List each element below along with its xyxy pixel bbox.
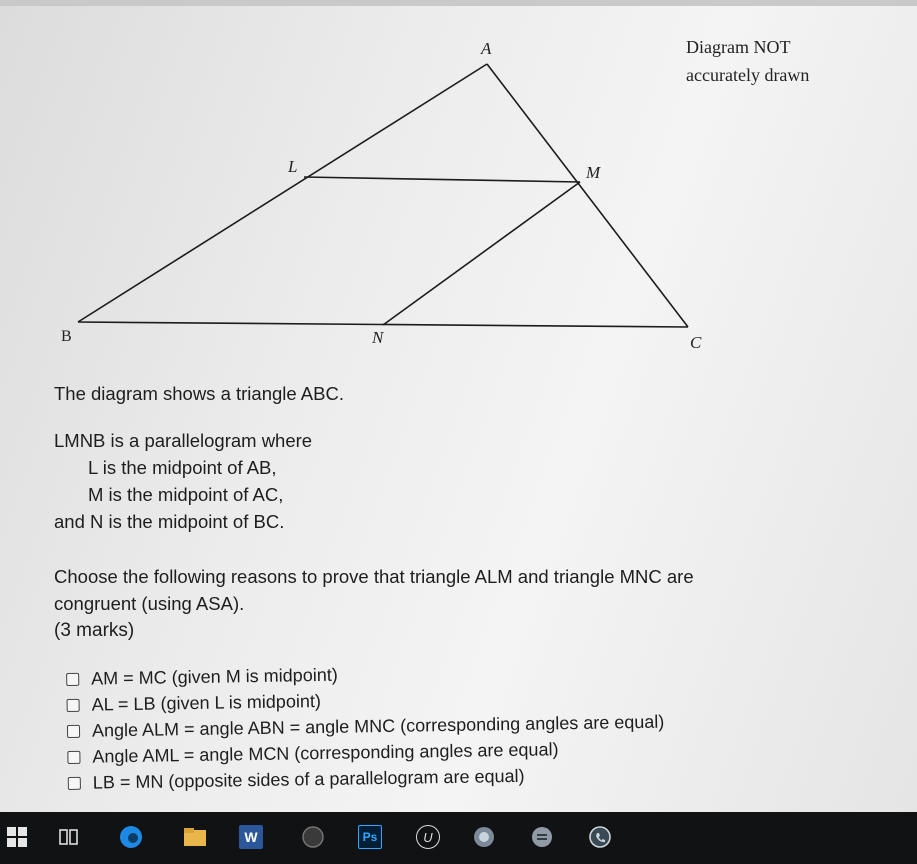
marks-label: (3 marks) xyxy=(54,620,135,641)
para-line-3: M is the midpoint of AC, xyxy=(88,484,284,505)
option-label: LB = MN (opposite sides of a parallelogram are equal) xyxy=(92,765,525,793)
photoshop-icon xyxy=(358,825,382,849)
reason-options xyxy=(66,653,876,796)
para-line-2: L is the midpoint of AB, xyxy=(88,457,277,478)
windows-icon xyxy=(7,827,27,847)
option-checkbox[interactable] xyxy=(68,776,81,789)
taskbar-chat[interactable] xyxy=(527,822,557,852)
task-view-icon xyxy=(57,826,79,848)
folder-icon xyxy=(182,826,208,848)
u-app-icon xyxy=(416,825,440,849)
taskbar-edge[interactable] xyxy=(116,822,146,852)
side-ab xyxy=(78,64,487,322)
photoshop-icon-label: Ps xyxy=(362,830,378,844)
prompt-line-1: Choose the following reasons to prove that triangle ALM and triangle MNC are xyxy=(54,566,694,587)
chat-icon xyxy=(530,825,554,849)
label-a: A xyxy=(481,39,492,58)
taskbar-phone-app[interactable] xyxy=(585,822,615,852)
diagram-note xyxy=(686,33,809,89)
option-checkbox[interactable] xyxy=(66,672,79,685)
option-checkbox[interactable] xyxy=(67,724,80,737)
task-view-button[interactable] xyxy=(53,822,83,852)
label-m: M xyxy=(586,163,601,182)
question-prompt xyxy=(54,563,874,617)
question-body xyxy=(54,380,874,796)
app-circle-icon xyxy=(301,825,325,849)
taskbar-photoshop[interactable] xyxy=(355,822,385,852)
option-label: AL = LB (given L is midpoint) xyxy=(91,690,322,715)
phone-icon xyxy=(588,825,612,849)
taskbar-app-circle[interactable] xyxy=(298,822,328,852)
taskbar-file-explorer[interactable] xyxy=(180,822,210,852)
label-n: N xyxy=(372,328,384,347)
segment-lm xyxy=(304,177,580,182)
start-button[interactable] xyxy=(2,822,32,852)
prompt-line-2: congruent (using ASA). xyxy=(54,593,245,614)
intro-text: The diagram shows a triangle ABC. xyxy=(54,383,344,404)
shield-icon xyxy=(472,825,496,849)
word-icon xyxy=(239,825,263,849)
parallelogram-description xyxy=(54,427,874,535)
option-label: Angle AML = angle MCN (corresponding angles are equal) xyxy=(92,738,559,767)
taskbar xyxy=(0,812,917,864)
taskbar-shield-app[interactable] xyxy=(469,822,499,852)
label-c: C xyxy=(690,333,702,352)
option-checkbox[interactable] xyxy=(67,698,80,711)
u-app-icon-label: U xyxy=(423,829,433,845)
option-checkbox[interactable] xyxy=(67,750,80,763)
label-b: B xyxy=(61,328,72,345)
para-line-4: and N is the midpoint of BC. xyxy=(54,511,285,532)
option-label: AM = MC (given M is midpoint) xyxy=(91,664,338,689)
word-icon-label: W xyxy=(244,829,258,845)
option-label: Angle ALM = angle ABN = angle MNC (corresponding angles are equal) xyxy=(91,711,665,741)
edge-icon xyxy=(118,824,144,850)
para-line-1: LMNB is a parallelogram where xyxy=(54,430,313,451)
side-ac xyxy=(487,64,688,327)
note-line-1: Diagram NOT xyxy=(686,37,791,57)
label-l: L xyxy=(288,157,298,176)
note-line-2: accurately drawn xyxy=(686,65,810,85)
taskbar-word[interactable] xyxy=(236,822,266,852)
segment-mn xyxy=(383,182,580,325)
taskbar-u-app[interactable] xyxy=(413,822,443,852)
